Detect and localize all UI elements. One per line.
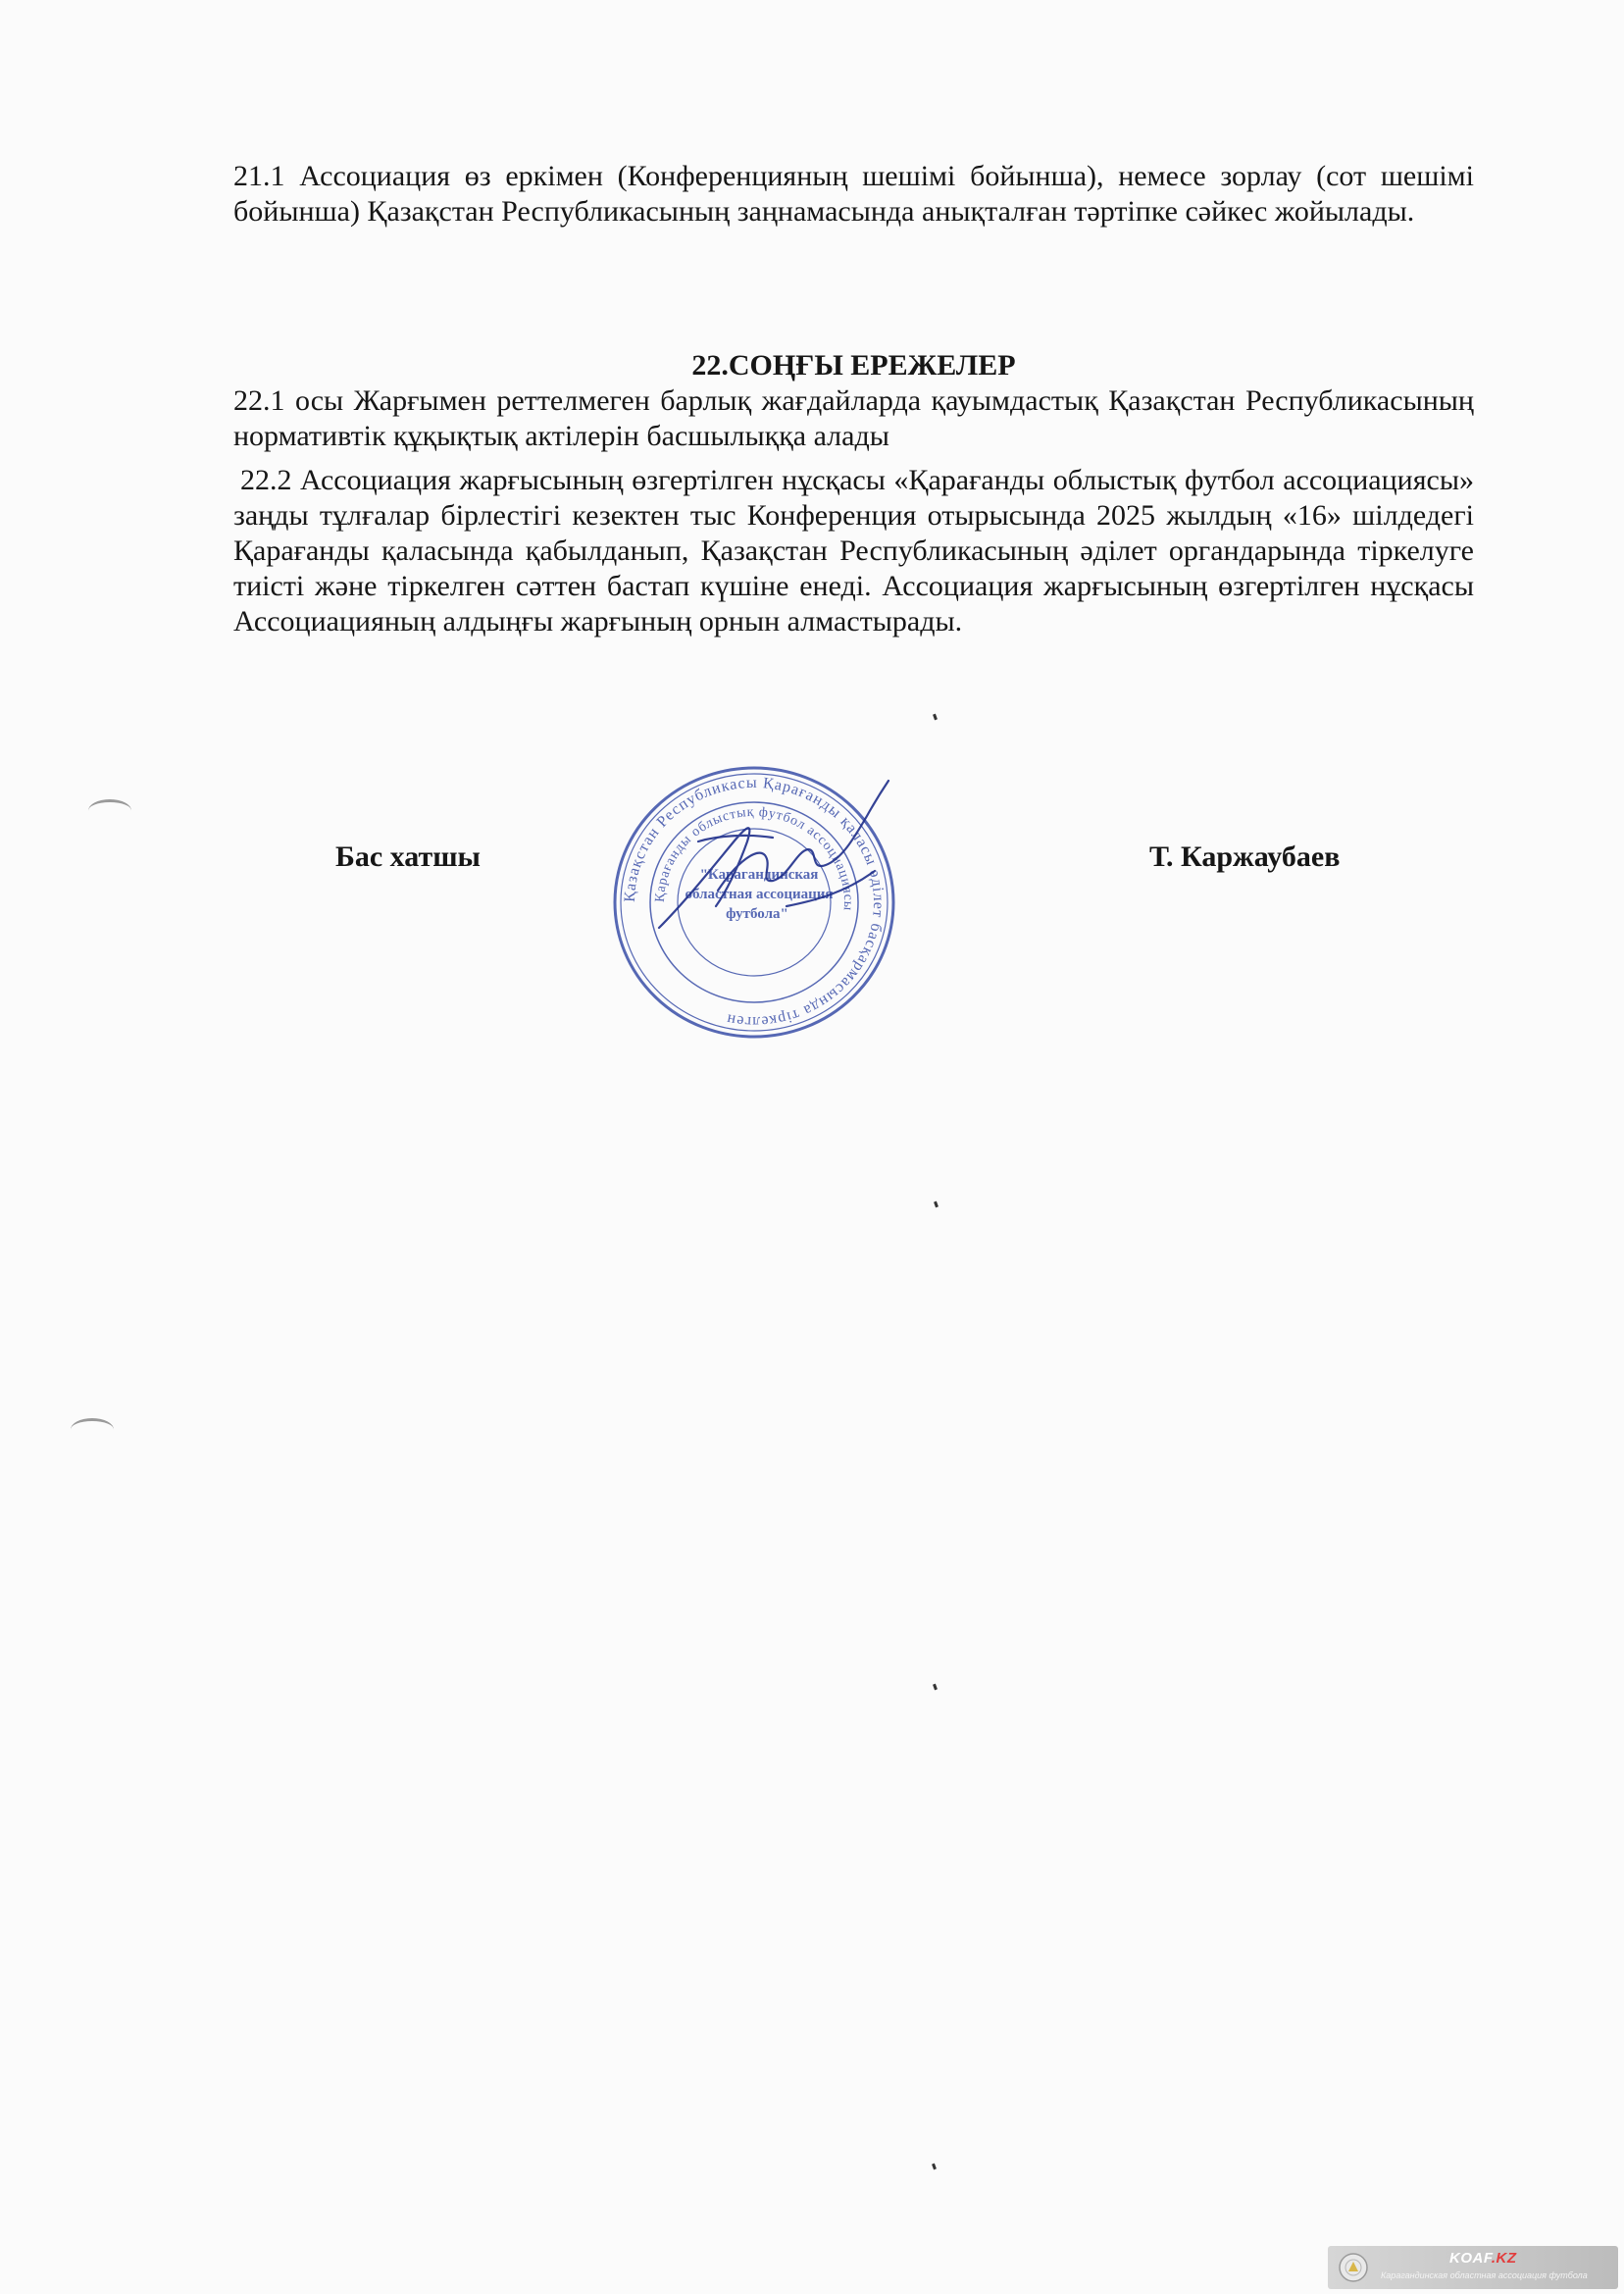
seal-center-line-1: "Карагандинская	[699, 867, 819, 883]
signatory-role: Бас хатшы	[335, 841, 481, 873]
scan-speck	[933, 1684, 938, 1691]
paragraph-22-2: 22.2 Ассоциация жарғысының өзгертілген нұсқасы «Қарағанды облыстық футбол ассоциациясы» заңды тұлғалар бірлестігі кезектен тыс Конференция отырысында 2025 жылдың «16» шілдедегі Қарағанды қаласында қабылданып, Қазақстан Республикасының әділет органдарында тіркелуге тиісті және тіркелген сәттен бастап күшіне енеді. Ассоциация жарғысының өзгертілген нұсқасы Ассоциацияның алдыңғы жарғының орнын алмастырады.	[233, 464, 1474, 637]
scan-speck	[932, 2164, 937, 2170]
koaf-watermark-badge	[1328, 2246, 1618, 2289]
seal-center-line-2: областная ассоциация	[685, 887, 834, 902]
punch-hole-mark-bottom	[71, 1418, 114, 1441]
seal-inner-text: Қарағанды облыстық футбол ассоциациясы	[652, 804, 856, 912]
watermark-title-main: KOAF	[1449, 2250, 1492, 2267]
paragraph-21-1: 21.1 Ассоциация өз еркімен (Конференцияның шешімі бойынша), немесе зорлау (сот шешімі бойынша) Қазақстан Республикасының заңнамасында анықталған тәртіпке сәйкес жойылады.	[233, 160, 1474, 228]
koaf-emblem-icon	[1338, 2252, 1369, 2283]
paragraph-22-1: 22.1 осы Жарғымен реттелмеген барлық жағдайларда қауымдастық Қазақстан Республикасының нормативтік құқықтық актілерін басшылыққа алады	[233, 384, 1474, 452]
seal-outer-text: Қазақстан Республикасы Қарағанды қаласы әділет басқармасында тіркелген	[621, 774, 888, 1031]
watermark-title	[1449, 2250, 1517, 2267]
seal-center-line-3: футбола"	[726, 906, 788, 922]
watermark-title-accent: .KZ	[1491, 2250, 1517, 2267]
scan-speck	[933, 714, 938, 721]
section-22-heading: 22.СОҢҒЫ ЕРЕЖЕЛЕР	[691, 349, 1016, 382]
watermark-subtitle: Карагандинская областная ассоциация футбола	[1381, 2270, 1588, 2280]
official-seal-stamp	[600, 753, 908, 1047]
punch-hole-mark-top	[88, 799, 131, 822]
scan-speck	[934, 1201, 939, 1208]
signatory-name: Т. Каржаубаев	[1149, 841, 1341, 873]
